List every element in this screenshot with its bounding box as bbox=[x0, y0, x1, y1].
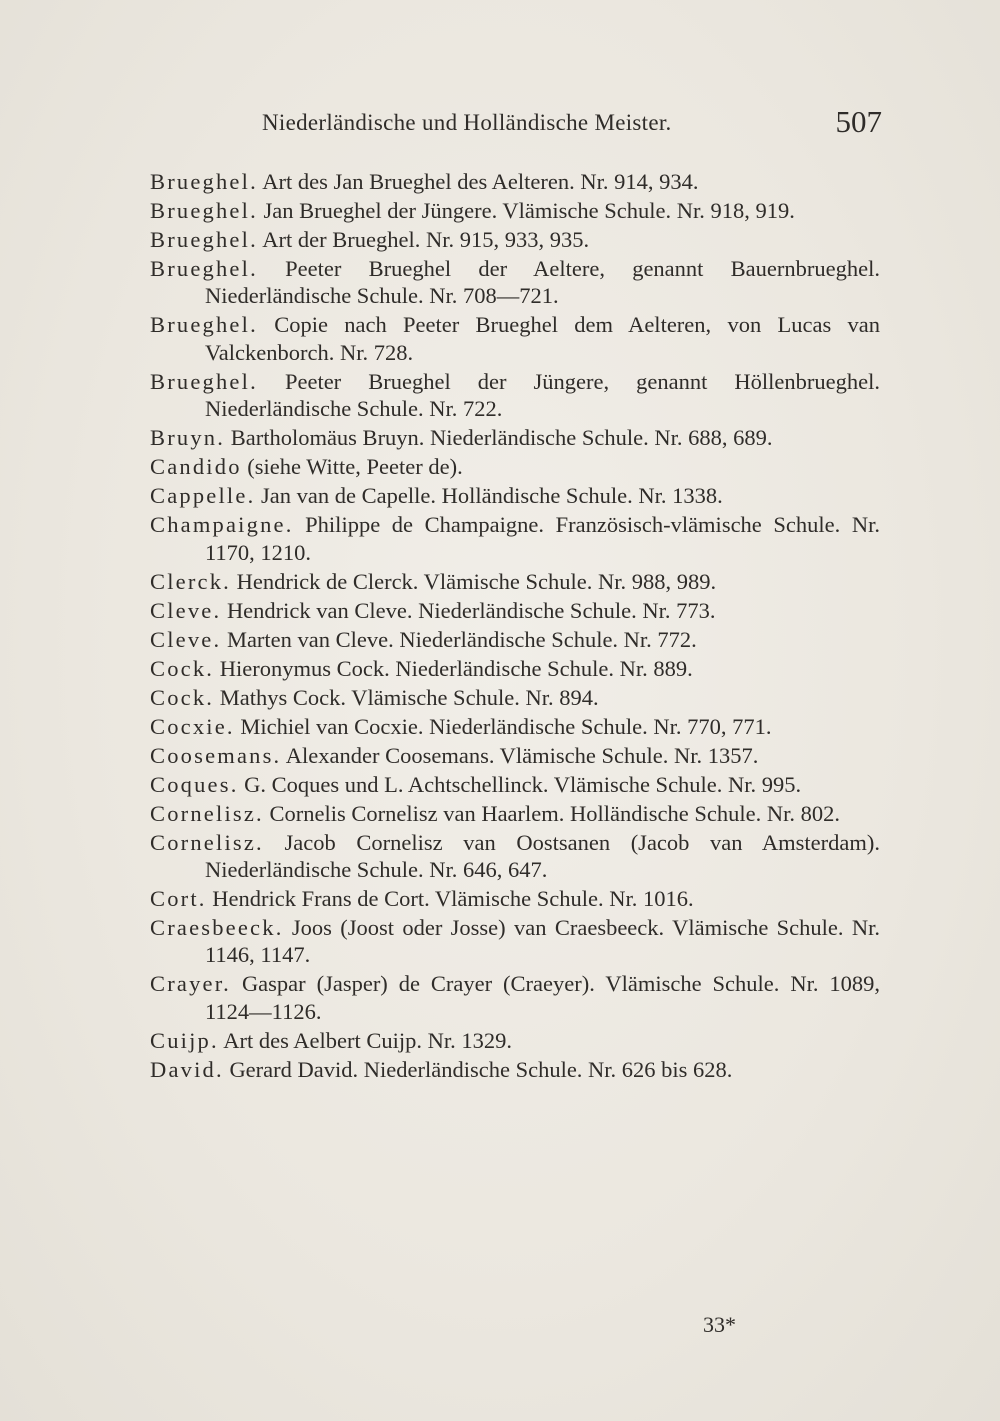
entry-description: Jan Brueghel der Jüngere. Vlämische Schule. Nr. 918, 919. bbox=[263, 198, 795, 223]
index-entry bbox=[150, 655, 880, 682]
entry-description: Cornelis Cornelisz van Haarlem. Holländische Schule. Nr. 802. bbox=[269, 800, 840, 826]
index-entry bbox=[150, 970, 880, 1025]
entry-description: Jacob Cornelisz van Oostsanen (Jacob van Amsterdam). Niederländische Schule. Nr. 646, 647. bbox=[205, 829, 881, 883]
entry-description: Peeter Brueghel der Jüngere, genannt Höllenbrueghel. Niederländische Schule. Nr. 722. bbox=[205, 368, 880, 422]
entry-artist-name: Cuijp. bbox=[150, 1027, 219, 1053]
entry-description: Marten van Cleve. Niederländische Schule. Nr. 772. bbox=[226, 626, 697, 652]
entry-artist-name: Cornelisz. bbox=[150, 829, 264, 855]
index-entry bbox=[150, 453, 880, 480]
index-entry bbox=[150, 713, 880, 740]
entry-artist-name: Champaigne. bbox=[150, 512, 294, 538]
page-header bbox=[262, 104, 882, 144]
index-entry bbox=[150, 626, 880, 653]
index-entry bbox=[150, 255, 880, 310]
entry-artist-name: Craesbeeck. bbox=[150, 915, 284, 941]
entry-artist-name: Bruyn. bbox=[150, 425, 226, 451]
entry-artist-name: Cleve. bbox=[150, 626, 222, 652]
entry-description: Art des Aelbert Cuijp. Nr. 1329. bbox=[223, 1027, 512, 1053]
entry-artist-name: Candido bbox=[150, 454, 242, 480]
entry-artist-name: Brueghel. bbox=[150, 312, 258, 338]
entry-description: (siehe Witte, Peeter de). bbox=[247, 454, 463, 480]
entry-artist-name: Brueghel. bbox=[150, 227, 258, 252]
index-entry bbox=[150, 914, 880, 969]
index-entry bbox=[150, 829, 880, 884]
index-entry bbox=[150, 568, 880, 595]
entry-artist-name: Cock. bbox=[150, 655, 215, 681]
entry-description: Bartholomäus Bruyn. Niederländische Schule. Nr. 688, 689. bbox=[230, 425, 773, 451]
entry-description: Gerard David. Niederländische Schule. Nr. 626 bis 628. bbox=[229, 1056, 733, 1082]
entry-description: Gaspar (Jasper) de Crayer (Craeyer). Vlämische Schule. Nr. 1089, 1124—1126. bbox=[205, 971, 881, 1024]
index-entry bbox=[150, 482, 880, 509]
index-entry bbox=[150, 1027, 880, 1054]
entry-description: Jan van de Capelle. Holländische Schule. Nr. 1338. bbox=[261, 483, 723, 509]
entry-description: Art des Jan Brueghel des Aelteren. Nr. 914, 934. bbox=[262, 169, 699, 194]
index-entry bbox=[150, 197, 880, 224]
entry-artist-name: Brueghel. bbox=[150, 368, 258, 394]
signature-mark: 33* bbox=[703, 1312, 736, 1337]
entry-description: Peeter Brueghel der Aeltere, genannt Bauernbrueghel. Niederländische Schule. Nr. 708—721. bbox=[205, 256, 880, 309]
index-entry bbox=[150, 684, 880, 711]
entry-artist-name: Brueghel. bbox=[150, 198, 258, 223]
entry-description: Hendrick van Cleve. Niederländische Schule. Nr. 773. bbox=[226, 597, 716, 623]
index-entry bbox=[150, 168, 880, 195]
index-entry bbox=[150, 800, 880, 827]
entry-description: Hendrick Frans de Cort. Vlämische Schule. Nr. 1016. bbox=[212, 886, 694, 912]
entry-description: Hendrick de Clerck. Vlämische Schule. Nr. 988, 989. bbox=[236, 568, 717, 594]
entry-artist-name: Coques. bbox=[150, 771, 239, 797]
entry-description: Philippe de Champaigne. Französisch-vlämische Schule. Nr. 1170, 1210. bbox=[205, 512, 881, 565]
entry-artist-name: Cleve. bbox=[150, 597, 222, 623]
entry-description: Mathys Cock. Vlämische Schule. Nr. 894. bbox=[219, 684, 599, 710]
entry-description: Copie nach Peeter Brueghel dem Aelteren, von Lucas van Valckenborch. Nr. 728. bbox=[205, 312, 880, 365]
index-entry bbox=[150, 885, 880, 912]
page-number: 507 bbox=[835, 104, 882, 139]
index-entry bbox=[150, 424, 880, 451]
entry-artist-name: Cock. bbox=[150, 684, 215, 710]
running-title: Niederländische und Holländische Meister. bbox=[262, 110, 672, 135]
index-entry bbox=[150, 742, 880, 769]
entry-artist-name: Brueghel. bbox=[150, 256, 258, 281]
entry-artist-name: David. bbox=[150, 1056, 224, 1082]
index-entry bbox=[150, 597, 880, 624]
entry-artist-name: Cappelle. bbox=[150, 483, 256, 509]
entry-description: Hieronymus Cock. Niederländische Schule. Nr. 889. bbox=[219, 655, 693, 681]
index-entry bbox=[150, 511, 880, 566]
entry-artist-name: Coosemans. bbox=[150, 742, 282, 768]
entry-description: Joos (Joost oder Josse) van Craesbeeck. Vlämische Schule. Nr. 1146, 1147. bbox=[205, 915, 880, 968]
entry-description: Art der Brueghel. Nr. 915, 933, 935. bbox=[262, 227, 590, 252]
entry-artist-name: Crayer. bbox=[150, 971, 231, 997]
index-entry bbox=[150, 311, 880, 366]
entry-description: Alexander Coosemans. Vlämische Schule. Nr. 1357. bbox=[285, 742, 759, 768]
entry-artist-name: Clerck. bbox=[150, 568, 231, 594]
index-entry bbox=[150, 771, 880, 798]
entry-description: Michiel van Cocxie. Niederländische Schule. Nr. 770, 771. bbox=[240, 713, 772, 739]
entry-description: G. Coques und L. Achtschellinck. Vlämische Schule. Nr. 995. bbox=[244, 771, 802, 797]
entry-artist-name: Cort. bbox=[150, 886, 207, 912]
entry-artist-name: Brueghel. bbox=[150, 169, 258, 194]
index-entry bbox=[150, 368, 880, 423]
entry-artist-name: Cocxie. bbox=[150, 713, 235, 739]
index-entry bbox=[150, 226, 880, 253]
index-entry bbox=[150, 1056, 880, 1083]
index-entries bbox=[150, 168, 880, 1085]
entry-artist-name: Cornelisz. bbox=[150, 800, 264, 826]
